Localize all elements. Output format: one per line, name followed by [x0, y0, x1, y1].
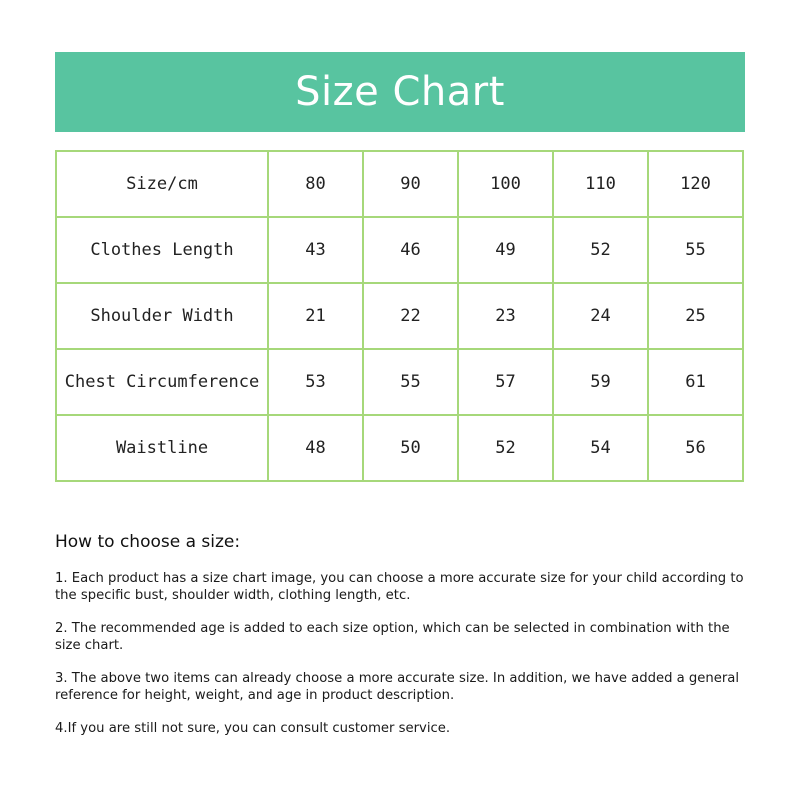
- table-cell: 23: [458, 283, 553, 349]
- row-label-cell: Chest Circumference: [56, 349, 268, 415]
- row-label-cell: Waistline: [56, 415, 268, 481]
- table-cell: 54: [553, 415, 648, 481]
- header-size-cell: 100: [458, 151, 553, 217]
- header-size-cell: 90: [363, 151, 458, 217]
- header-label-cell: Size/cm: [56, 151, 268, 217]
- table-cell: 56: [648, 415, 743, 481]
- how-to-choose-section: [55, 532, 745, 753]
- table-cell: 53: [268, 349, 363, 415]
- header-size-cell: 110: [553, 151, 648, 217]
- table-row: [56, 349, 743, 415]
- table-cell: 59: [553, 349, 648, 415]
- header-size-cell: 120: [648, 151, 743, 217]
- row-label-cell: Clothes Length: [56, 217, 268, 283]
- table-cell: 57: [458, 349, 553, 415]
- table-cell: 49: [458, 217, 553, 283]
- header-size-cell: 80: [268, 151, 363, 217]
- table-cell: 50: [363, 415, 458, 481]
- table-cell: 43: [268, 217, 363, 283]
- table-row: [56, 217, 743, 283]
- table-cell: 21: [268, 283, 363, 349]
- table-cell: 22: [363, 283, 458, 349]
- table-row: [56, 283, 743, 349]
- how-to-choose-heading: How to choose a size:: [55, 532, 241, 552]
- banner-title: Size Chart: [295, 69, 505, 115]
- table-cell: 48: [268, 415, 363, 481]
- table-header-row: [56, 151, 743, 217]
- table-cell: 46: [363, 217, 458, 283]
- size-chart-table: [55, 150, 744, 482]
- table-cell: 55: [363, 349, 458, 415]
- table-cell: 55: [648, 217, 743, 283]
- tip-paragraph: 4.If you are still not sure, you can consult customer service.: [55, 721, 451, 736]
- tip-paragraph: 3. The above two items can already choose a more accurate size. In addition, we have added a general reference for height, weight, and age in product description.: [55, 671, 740, 703]
- tip-paragraph: 1. Each product has a size chart image, you can choose a more accurate size for your child according to the specific bust, shoulder width, clothing length, etc.: [55, 571, 744, 603]
- row-label-cell: Shoulder Width: [56, 283, 268, 349]
- table-cell: 24: [553, 283, 648, 349]
- table-cell: 25: [648, 283, 743, 349]
- table-cell: 52: [458, 415, 553, 481]
- table-row: [56, 415, 743, 481]
- tip-paragraph: 2. The recommended age is added to each size option, which can be selected in combination with the size chart.: [55, 621, 730, 653]
- table-cell: 61: [648, 349, 743, 415]
- size-chart-banner: [55, 52, 745, 132]
- table-cell: 52: [553, 217, 648, 283]
